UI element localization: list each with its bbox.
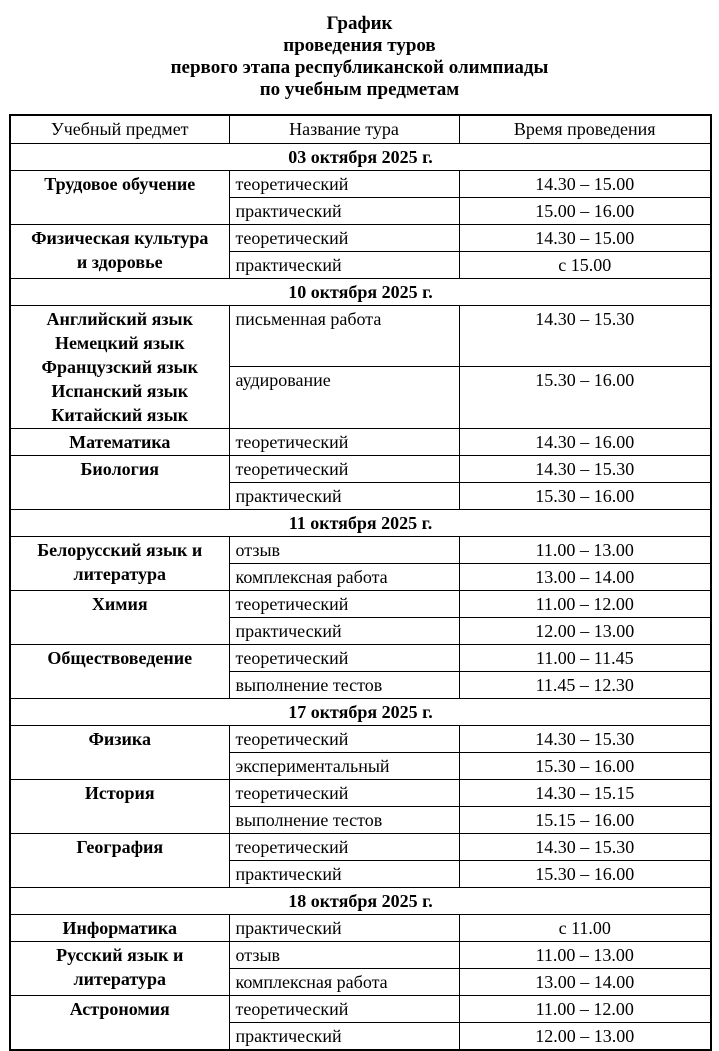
- time-cell: 11.00 – 12.00: [459, 995, 711, 1022]
- time-cell: 15.30 – 16.00: [459, 482, 711, 509]
- header-time: Время проведения: [459, 115, 711, 143]
- subject-name-line: Химия: [91, 593, 148, 614]
- schedule-row: [10, 590, 711, 617]
- time-cell: 11.00 – 11.45: [459, 644, 711, 671]
- time-cell: 14.30 – 15.00: [459, 170, 711, 197]
- subject-name-line: и здоровье: [76, 251, 163, 272]
- header-row: [10, 115, 711, 143]
- time-cell: 11.00 – 13.00: [459, 536, 711, 563]
- tour-cell: практический: [229, 860, 459, 887]
- schedule-row: [10, 644, 711, 671]
- tour-cell: выполнение тестов: [229, 671, 459, 698]
- schedule-row: [10, 725, 711, 752]
- subject-name-line: литература: [73, 968, 166, 989]
- tour-cell: практический: [229, 482, 459, 509]
- subject-name-line: Информатика: [62, 917, 178, 938]
- subject-cell: [10, 779, 229, 833]
- tour-cell: теоретический: [229, 779, 459, 806]
- time-cell: 15.00 – 16.00: [459, 197, 711, 224]
- schedule-row: [10, 428, 711, 455]
- title-line-3: первого этапа республиканской олимпиады: [170, 57, 549, 78]
- subject-cell: [10, 644, 229, 698]
- subject-name-line: Трудовое обучение: [44, 173, 196, 194]
- subject-name-line: География: [76, 836, 164, 857]
- time-cell: 12.00 – 13.00: [459, 1022, 711, 1050]
- tour-cell: выполнение тестов: [229, 806, 459, 833]
- schedule-row: [10, 224, 711, 251]
- time-cell: 15.30 – 16.00: [459, 752, 711, 779]
- tour-cell: практический: [229, 197, 459, 224]
- title-line-1: График: [326, 13, 393, 34]
- time-cell: 15.30 – 16.00: [459, 860, 711, 887]
- subject-name-line: Китайский язык: [51, 404, 189, 425]
- subject-name-line: Белорусский язык и: [37, 539, 203, 560]
- time-cell: 11.00 – 12.00: [459, 590, 711, 617]
- date-row: [10, 509, 711, 536]
- subject-cell: [10, 224, 229, 278]
- date-row: [10, 698, 711, 725]
- schedule-table: [9, 114, 712, 1051]
- schedule-row: [10, 941, 711, 968]
- subject-cell: [10, 941, 229, 995]
- subject-cell: [10, 305, 229, 428]
- subject-cell: [10, 995, 229, 1050]
- subject-cell: [10, 590, 229, 644]
- date-cell: 03 октября 2025 г.: [10, 143, 711, 170]
- subject-cell: [10, 536, 229, 590]
- date-row: [10, 278, 711, 305]
- schedule-row: [10, 995, 711, 1022]
- subject-name-line: Астрономия: [69, 998, 170, 1019]
- schedule-row: [10, 536, 711, 563]
- subject-name-line: Русский язык и: [56, 944, 184, 965]
- time-cell: 14.30 – 15.30: [459, 305, 711, 367]
- tour-cell: теоретический: [229, 833, 459, 860]
- subject-cell: [10, 455, 229, 509]
- time-cell: 14.30 – 15.30: [459, 833, 711, 860]
- schedule-row: [10, 305, 711, 367]
- tour-cell: теоретический: [229, 590, 459, 617]
- time-cell: 15.30 – 16.00: [459, 367, 711, 429]
- subject-cell: [10, 914, 229, 941]
- subject-cell: [10, 170, 229, 224]
- time-cell: 13.00 – 14.00: [459, 968, 711, 995]
- subject-name-line: литература: [73, 563, 166, 584]
- time-cell: 11.00 – 13.00: [459, 941, 711, 968]
- time-cell: 14.30 – 16.00: [459, 428, 711, 455]
- subject-name-line: Биология: [80, 458, 159, 479]
- schedule-row: [10, 455, 711, 482]
- date-cell: 10 октября 2025 г.: [10, 278, 711, 305]
- tour-cell: комплексная работа: [229, 968, 459, 995]
- tour-cell: теоретический: [229, 995, 459, 1022]
- header-tour: Название тура: [229, 115, 459, 143]
- tour-cell: отзыв: [229, 536, 459, 563]
- schedule-row: [10, 914, 711, 941]
- tour-cell: аудирование: [229, 367, 459, 429]
- time-cell: 15.15 – 16.00: [459, 806, 711, 833]
- title-line-2: проведения туров: [283, 35, 436, 56]
- subject-name-line: Немецкий язык: [54, 332, 185, 353]
- tour-cell: практический: [229, 914, 459, 941]
- tour-cell: практический: [229, 251, 459, 278]
- time-cell: 14.30 – 15.30: [459, 455, 711, 482]
- tour-cell: отзыв: [229, 941, 459, 968]
- subject-name-line: История: [84, 782, 155, 803]
- time-cell: 13.00 – 14.00: [459, 563, 711, 590]
- tour-cell: теоретический: [229, 428, 459, 455]
- subject-name-line: Испанский язык: [51, 380, 189, 401]
- date-cell: 11 октября 2025 г.: [10, 509, 711, 536]
- subject-cell: [10, 833, 229, 887]
- header-subject: Учебный предмет: [10, 115, 229, 143]
- document-page: [0, 13, 719, 1046]
- tour-cell: комплексная работа: [229, 563, 459, 590]
- time-cell: 14.30 – 15.00: [459, 224, 711, 251]
- time-cell: 12.00 – 13.00: [459, 617, 711, 644]
- schedule-table-body: [10, 143, 711, 1050]
- tour-cell: теоретический: [229, 224, 459, 251]
- tour-cell: практический: [229, 617, 459, 644]
- time-cell: с 15.00: [459, 251, 711, 278]
- tour-cell: теоретический: [229, 644, 459, 671]
- subject-name-line: Математика: [69, 431, 171, 452]
- subject-name-line: Английский язык: [46, 308, 193, 329]
- tour-cell: письменная работа: [229, 305, 459, 367]
- schedule-row: [10, 779, 711, 806]
- tour-cell: практический: [229, 1022, 459, 1050]
- document-title: [0, 13, 719, 101]
- tour-cell: теоретический: [229, 725, 459, 752]
- subject-name-line: Французский язык: [41, 356, 198, 377]
- schedule-row: [10, 833, 711, 860]
- tour-cell: теоретический: [229, 170, 459, 197]
- date-row: [10, 143, 711, 170]
- subject-name-line: Обществоведение: [47, 647, 193, 668]
- time-cell: 11.45 – 12.30: [459, 671, 711, 698]
- title-line-4: по учебным предметам: [259, 79, 460, 100]
- schedule-row: [10, 170, 711, 197]
- time-cell: 14.30 – 15.15: [459, 779, 711, 806]
- tour-cell: теоретический: [229, 455, 459, 482]
- subject-cell: [10, 428, 229, 455]
- date-row: [10, 887, 711, 914]
- date-cell: 17 октября 2025 г.: [10, 698, 711, 725]
- date-cell: 18 октября 2025 г.: [10, 887, 711, 914]
- subject-cell: [10, 725, 229, 779]
- subject-name-line: Физическая культура: [31, 227, 209, 248]
- time-cell: 14.30 – 15.30: [459, 725, 711, 752]
- tour-cell: экспериментальный: [229, 752, 459, 779]
- time-cell: с 11.00: [459, 914, 711, 941]
- subject-name-line: Физика: [88, 728, 152, 749]
